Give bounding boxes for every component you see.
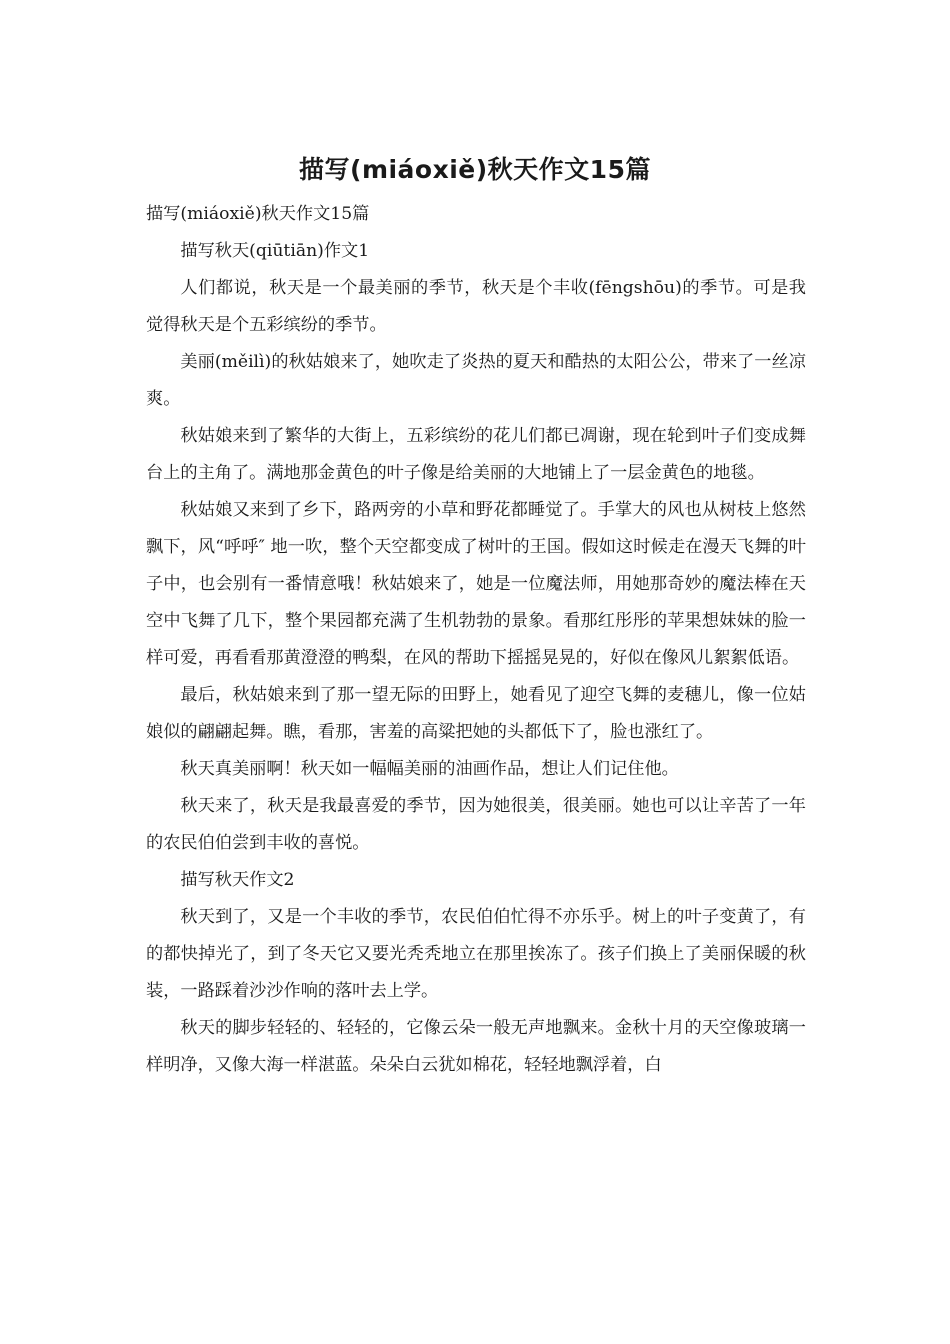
paragraph: 秋天来了，秋天是我最喜爱的季节，因为她很美，很美丽。她也可以让辛苦了一年的农民伯伯尝到丰收的喜悦。 — [146, 796, 806, 853]
paragraph: 秋天真美丽啊！秋天如一幅幅美丽的油画作品，想让人们记住他。 — [180, 759, 679, 779]
document-title: 描写(miáoxiě)秋天作文15篇 — [299, 155, 651, 184]
paragraph: 人们都说，秋天是一个最美丽的季节，秋天是个丰收(fēngshōu)的季节。可是我觉得秋天是个五彩缤纷的季节。 — [146, 278, 806, 335]
paragraph: 描写秋天(qiūtiān)作文1 — [180, 241, 370, 261]
paragraph: 秋天到了，又是一个丰收的季节，农民伯伯忙得不亦乐乎。树上的叶子变黄了，有的都快掉光了，到了冬天它又要光秃秃地立在那里挨冻了。孩子们换上了美丽保暖的秋装，一路踩着沙沙作响的落叶去上学。 — [146, 907, 806, 1001]
paragraph: 描写(miáoxiě)秋天作文15篇 — [146, 204, 370, 224]
paragraph: 最后，秋姑娘来到了那一望无际的田野上，她看见了迎空飞舞的麦穗儿，像一位姑娘似的翩翩起舞。瞧，看那，害羞的高粱把她的头都低下了，脸也涨红了。 — [146, 685, 806, 742]
paragraph: 秋天的脚步轻轻的、轻轻的，它像云朵一般无声地飘来。金秋十月的天空像玻璃一样明净，又像大海一样湛蓝。朵朵白云犹如棉花，轻轻地飘浮着，白 — [146, 1018, 806, 1075]
paragraph: 秋姑娘又来到了乡下，路两旁的小草和野花都睡觉了。手掌大的风也从树枝上悠然飘下，风“呼呼″ 地一吹，整个天空都变成了树叶的王国。假如这时候走在漫天飞舞的叶子中，也会别有一番情意哦！秋姑娘来了，她是一位魔法师，用她那奇妙的魔法棒在天空中飞舞了几下，整个果园都充满了生机勃勃的景象。看那红彤彤的苹果想妹妹的脸一样可爱，再看看那黄澄澄的鸭梨，在风的帮助下摇摇晃晃的，好似在像风儿絮絮低语。 — [146, 500, 806, 668]
paragraph: 美丽(měilì)的秋姑娘来了，她吹走了炎热的夏天和酷热的太阳公公，带来了一丝凉爽。 — [146, 352, 806, 409]
paragraph: 秋姑娘来到了繁华的大街上，五彩缤纷的花儿们都已凋谢，现在轮到叶子们变成舞台上的主角了。满地那金黄色的叶子像是给美丽的大地铺上了一层金黄色的地毯。 — [146, 426, 806, 483]
document-body — [146, 196, 806, 1084]
paragraph: 描写秋天作文2 — [180, 870, 295, 890]
